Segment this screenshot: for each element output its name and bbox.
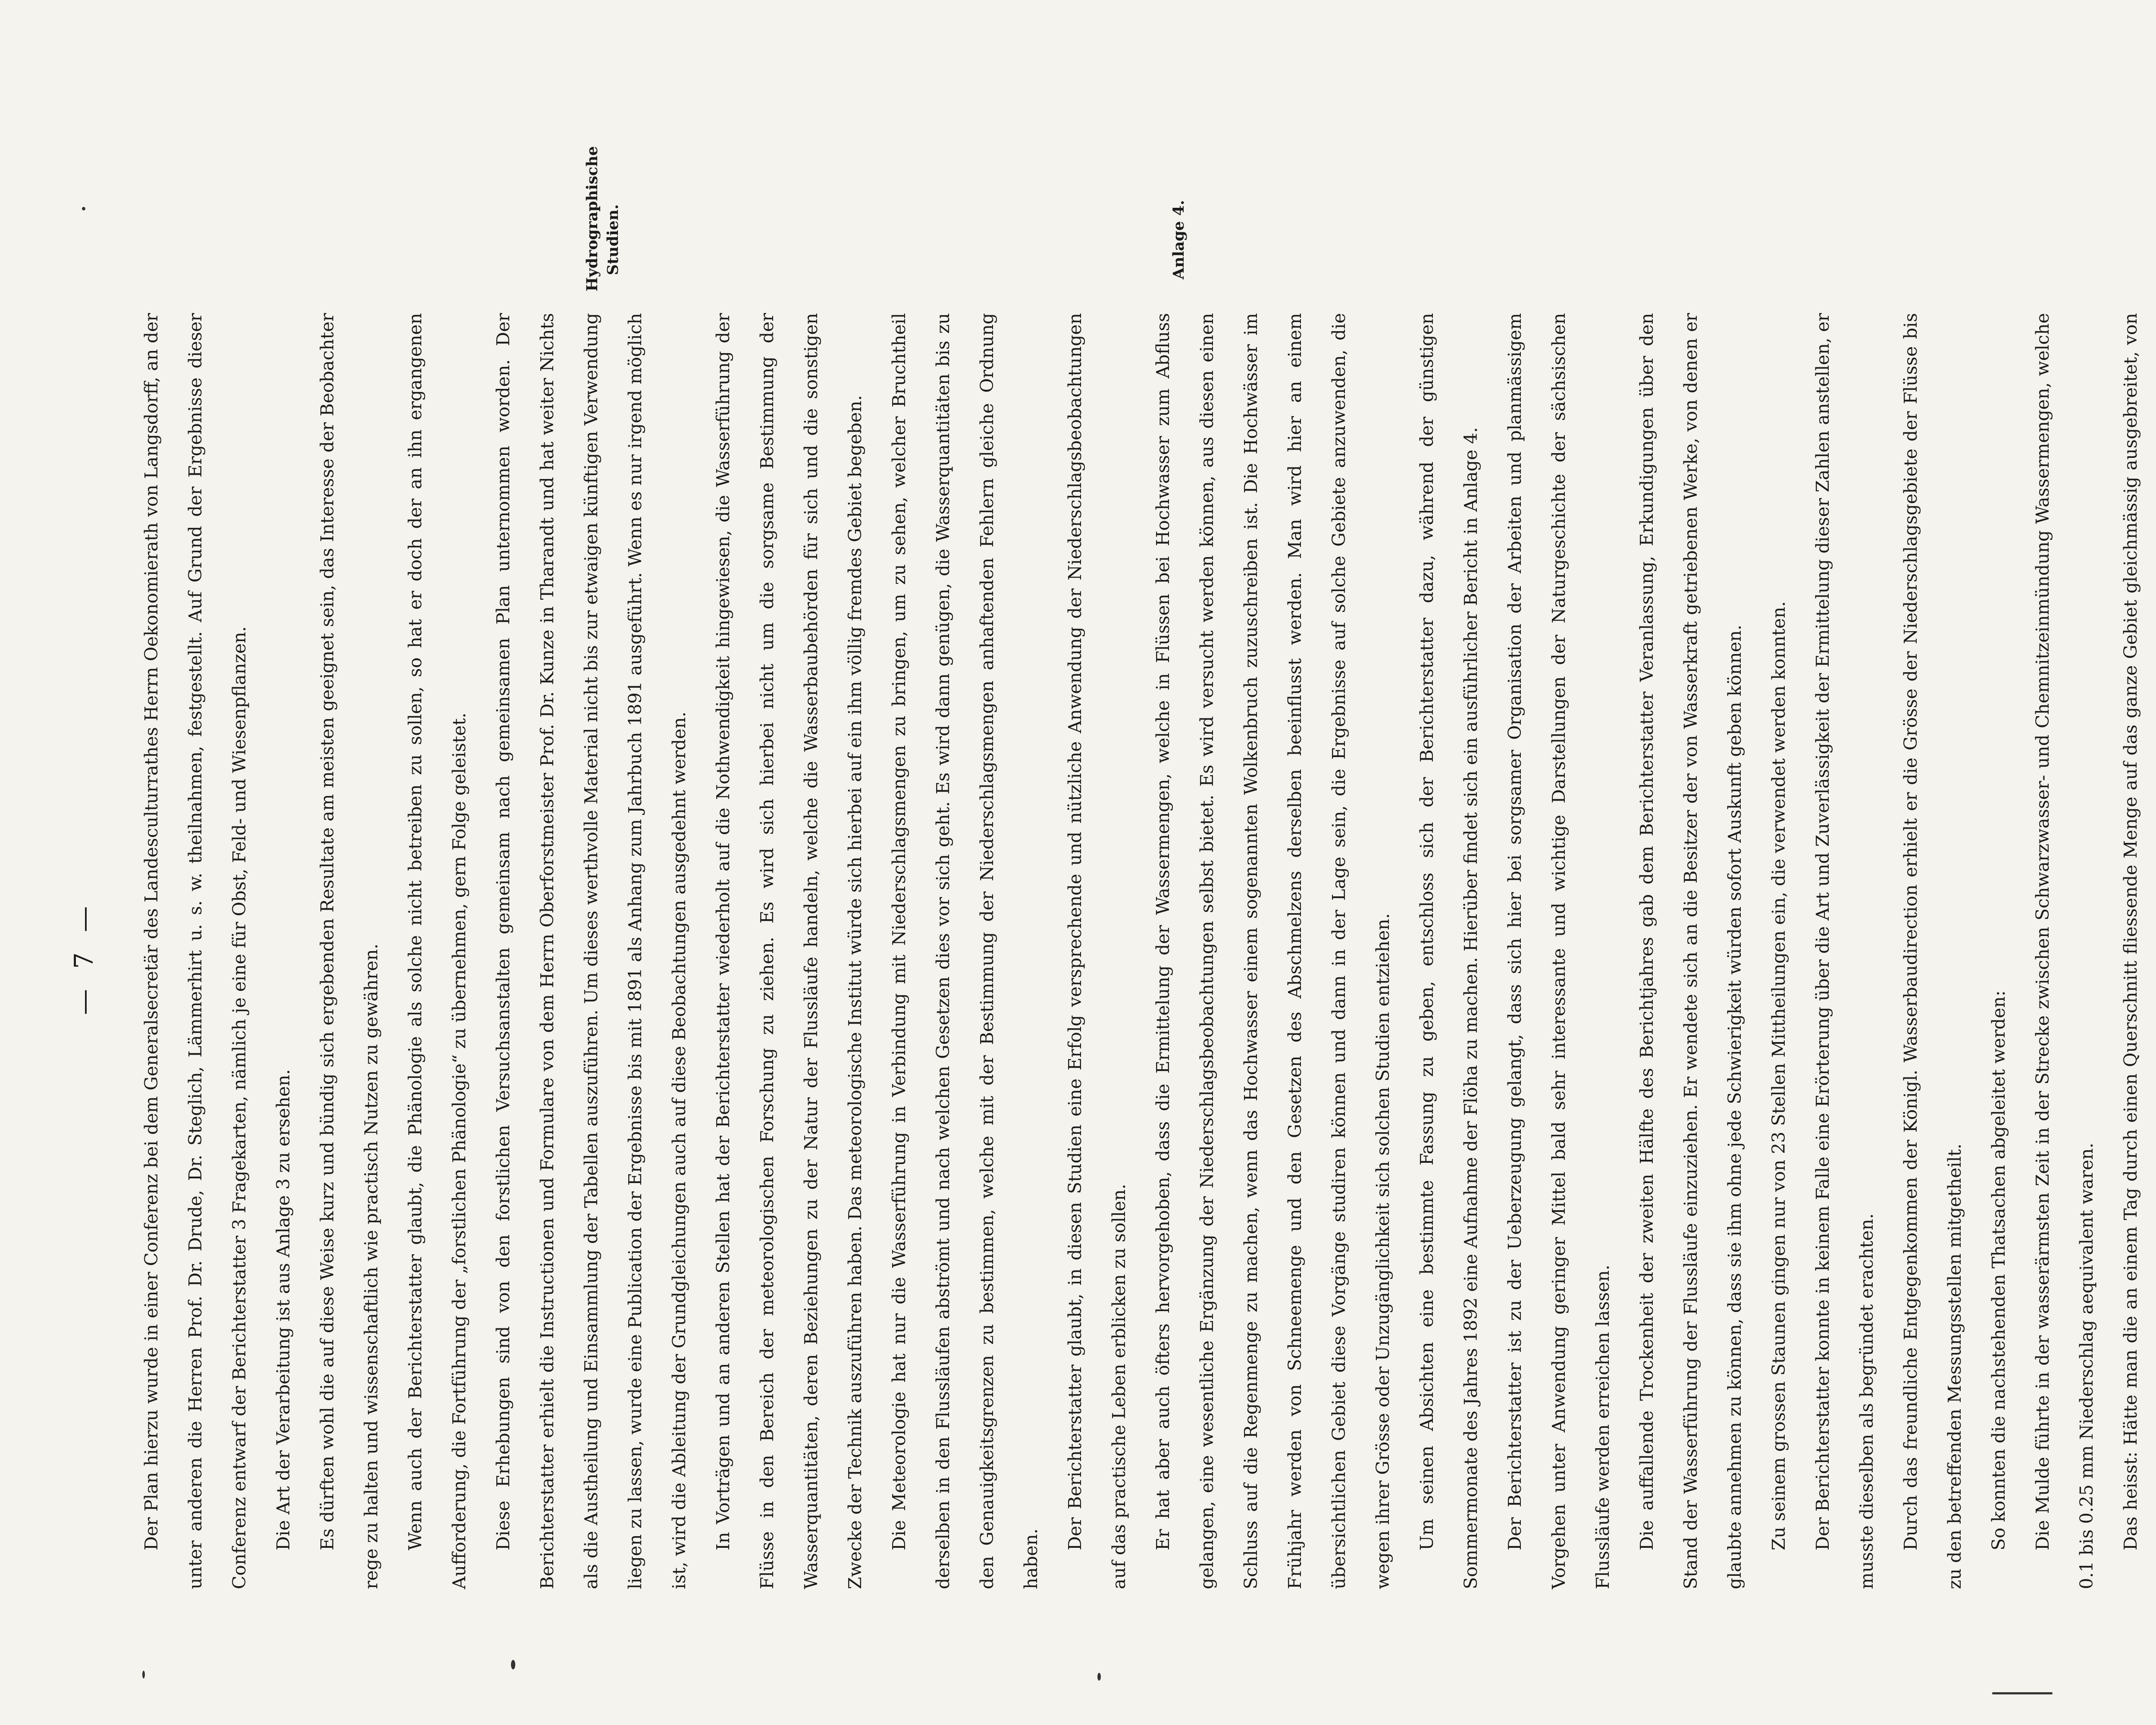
paragraph: Die Meteorologie hat nur die Wasserführung in Verbindung mit Niederschlagsmengen zu bringen, um zu sehen, welcher Bruchtheil derselben in den Flussläufen abströmt und nach welchen Gesetzen dies vor sich geht. Es wird dann genügen, die Wasserquantitäten bis zu den Genauigkeitsgrenzen zu bestimmen, welche mit der Bestimmung der Niederschlagsmengen anhaftenden Fehlern gleiche Ordnung haben. (889, 313, 1041, 1589)
paragraph: Der Berichterstatter glaubt, in diesen Studien eine Erfolg versprechende und nützliche Anwendung der Niederschlagsbeobachtungen auf das practische Leben erblicken zu sollen. (1065, 313, 1129, 1589)
margin-note-hydrographische-studien: Hydrographische Studien. (583, 146, 622, 291)
paragraph: Durch das freundliche Entgegenkommen der Königl. Wasserbaudirection erhielt er die Grösse der Niederschlagsgebiete der Flüsse bis zu den betreffenden Messungsstellen mitgetheilt. (1900, 313, 1965, 1589)
paragraph: In Vorträgen und an anderen Stellen hat der Berichterstatter wiederholt auf die Nothwendigkeit hingewiesen, die Wasserführung der Flüsse in den Bereich der meteorologischen Forschung zu ziehen. Es wird sich hierbei nicht um die sorgsame Bestimmung der Wasserquantitäten, deren Beziehungen zu der Natur der Flussläufe handeln, welche die Wasserbaubehörden für sich und die sonstigen Zwecke der Technik auszuführen haben. Das meteorologische Institut würde sich hierbei auf ein ihm völlig fremdes Gebiet begeben. (713, 313, 865, 1589)
paragraph: So konnten die nachstehenden Thatsachen abgeleitet werden: (1988, 990, 2009, 1550)
paragraph: Die Art der Verarbeitung ist aus Anlage 3 zu ersehen. (273, 1069, 294, 1550)
rotated-page (0, 146, 2141, 1725)
scan-speck (82, 207, 85, 210)
paragraph: Die Mulde führte in der wasserärmsten Zeit in der Strecke zwischen Schwarzwasser- und Chemnitzeinmündung Wassermengen, welche 0.1 bis 0.25 mm Niederschlag aequivalent waren. (2032, 313, 2097, 1589)
margin-note-anlage: Anlage 4. (1170, 200, 1188, 280)
paragraph: Die auffallende Trockenheit der zweiten Hälfte des Berichtjahres gab dem Berichterstatter Veranlassung, Erkundigungen über den Stand der Wasserführung der Flussläufe einzuziehen. Er wendete sich an die Besitzer der von Wasserkraft getriebenen Werke, von denen er glaubte annehmen zu können, dass sie ihm ohne jede Schwierigkeit würden sofort Auskunft geben können. (1636, 313, 1745, 1589)
paragraph: Diese Erhebungen sind von den forstlichen Versuchsanstalten gemeinsam nach gemeinsamen Plan unternommen worden. Der Berichterstatter erhielt die Instructionen und Formulare von dem Herrn Oberforstmeister Prof. Dr. Kunze in Tharandt und hat weiter Nichts als die Austheilung und Einsammlung der Tabellen auszuführen. Um dieses werthvolle Material nicht bis zur etwaigen künftigen Verwendung liegen zu lassen, wurde eine Publication der Ergebnisse bis mit 1891 als Anhang zum Jahrbuch 1891 ausgeführt. Wenn es nur irgend möglich ist, wird die Ableitung der Grundgleichungen auch auf diese Beobachtungen ausgedehnt werden. (493, 313, 689, 1589)
paragraph: Wenn auch der Berichterstatter glaubt, die Phänologie als solche nicht betreiben zu sollen, so hat er doch der an ihn ergangenen Aufforderung, die Fortführung der „forstlichen Phänologie“ zu übernehmen, gern Folge geleistet. (405, 313, 470, 1589)
body-text (129, 313, 2156, 1589)
scan-speck (1992, 1692, 2053, 1694)
scan-speck (511, 1660, 515, 1669)
paragraph: Der Plan hierzu wurde in einer Conferenz bei dem Generalsecretär des Landesculturrathes Herrn Oekonomierath von Langsdorff, an der unter anderen die Herren Prof. Dr. Drude, Dr. Steglich, Lämmerhirt u. s. w. theilnahmen, festgestellt. Auf Grund der Ergebnisse dieser Conferenz entwarf der Berichterstatter 3 Fragekarten, nämlich je eine für Obst, Feld- und Wiesenpflanzen. (141, 313, 250, 1589)
scan-speck (1097, 1673, 1101, 1681)
scan-speck (142, 1671, 145, 1678)
paragraph: Das heisst: Hätte man die an einem Tag durch einen Querschnitt fliessende Menge auf das ganze Gebiet gleichmässig ausgebreitet, von (2120, 313, 2141, 1550)
paragraph: Der Berichterstatter konnte in keinem Falle eine Erörterung über die Art und Zuverlässigkeit der Ermittelung dieser Zahlen anstellen, er musste dieselben als begründet erachten. (1812, 313, 1877, 1589)
paragraph: Um seinen Absichten eine bestimmte Fassung zu geben, entschloss sich der Berichterstatter dazu, während der günstigen Sommermonate des Jahres 1892 eine Aufnahme der Flöha zu machen. Hierüber findet sich ein ausführlicher Bericht in Anlage 4. (1416, 313, 1481, 1589)
paragraph: Der Berichterstatter ist zu der Ueberzeugung gelangt, dass sich hier bei sorgsamer Organisation der Arbeiten und planmässigem Vorgehen unter Anwendung geringer Mittel bald sehr interessante und wichtige Darstellungen der Naturgeschichte der sächsischen Flussläufe werden erreichen lassen. (1504, 313, 1613, 1589)
page-number: — 7 — (69, 900, 99, 1015)
paragraph: Es dürften wohl die auf diese Weise kurz und bündig sich ergebenden Resultate am meisten geeignet sein, das Interesse der Beobachter rege zu halten und wissenschaftlich wie practisch Nutzen zu gewähren. (317, 313, 382, 1589)
paragraph: Zu seinem grossen Staunen gingen nur von 23 Stellen Mittheilungen ein, die verwendet werden konnten. (1768, 601, 1789, 1550)
paragraph: Er hat aber auch öfters hervorgehoben, dass die Ermittelung der Wassermengen, welche in Flüssen bei Hochwasser zum Abfluss gelangen, eine wesentliche Ergänzung der Niederschlagsbeobachtungen selbst bietet. Es wird versucht werden können, aus diesen einen Schluss auf die Regenmenge zu machen, wenn das Hochwasser einem sogenannten Wolkenbruch zuzuschreiben ist. Die Hochwässer im Frühjahr werden von Schneemenge und den Gesetzen des Abschmelzens derselben beeinflusst werden. Man wird hier an einem übersichtlichen Gebiet diese Vorgänge studiren können und dann in der Lage sein, die Ergebnisse auf solche Gebiete anzuwenden, die wegen ihrer Grösse oder Unzugänglichkeit sich solchen Studien entziehen. (1153, 313, 1393, 1589)
